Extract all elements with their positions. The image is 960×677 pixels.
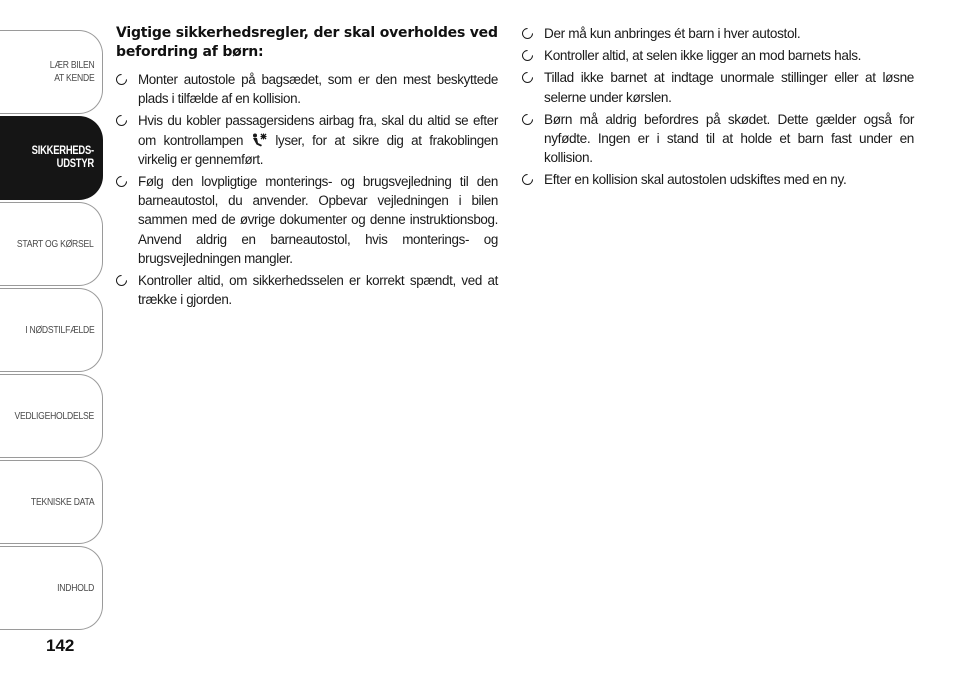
tab-label: VEDLIGEHOLDELSE	[14, 409, 94, 422]
list-item	[522, 24, 914, 43]
tab-i-nodstilfaelde[interactable]	[0, 288, 103, 372]
circle-bullet-icon	[520, 26, 536, 42]
circle-bullet-icon	[114, 174, 130, 190]
list-item-text-after-icon: lyser, for at sikre dig at frakoblingen virkelig er gennemført.	[138, 132, 499, 167]
list-item	[116, 271, 498, 309]
tab-tekniske-data[interactable]	[0, 460, 103, 544]
list-item-text-before-icon: Hvis du kobler passagersidens airbag fra, skal du altid se efter om kontrollampen	[138, 113, 498, 148]
airbag-off-warning-lamp-icon	[251, 133, 268, 147]
list-item	[116, 172, 498, 268]
safety-rules-list-continued	[522, 24, 914, 190]
tab-vedligeholdelse[interactable]	[0, 374, 103, 458]
tab-label: TEKNISKE DATA	[30, 495, 94, 508]
circle-bullet-icon	[114, 113, 130, 129]
tab-laer-bilen-at-kende[interactable]	[0, 30, 103, 114]
tab-indhold[interactable]	[0, 546, 103, 630]
circle-bullet-icon	[520, 70, 536, 86]
section-heading: Vigtige sikkerhedsregler, der skal overholdes ved befordring af børn:	[116, 25, 498, 60]
circle-bullet-icon	[114, 273, 130, 289]
tab-label: SIKKERHEDS- UDSTYR	[31, 145, 94, 170]
page-number: 142	[46, 636, 75, 655]
tab-label: I NØDSTILFÆLDE	[24, 323, 94, 336]
list-item-text: Tillad ikke barnet at indtage unormale stillinger eller at løsne selerne under kørslen.	[544, 70, 914, 105]
list-item-text: Børn må aldrig befordres på skødet. Dette gælder også for nyfødte. Ingen er i stand til at holde et barn fast under en kollision.	[544, 111, 914, 166]
circle-bullet-icon	[520, 48, 536, 64]
list-item-text: Der må kun anbringes ét barn i hver autostol.	[544, 26, 801, 41]
list-item-text: Kontroller altid, om sikkerhedsselen er korrekt spændt, ved at trække i gjorden.	[138, 273, 498, 308]
list-item	[522, 46, 914, 65]
circle-bullet-icon	[520, 112, 536, 128]
circle-bullet-icon	[520, 172, 536, 188]
tab-start-og-korsel[interactable]	[0, 202, 103, 286]
list-item-text: Efter en kollision skal autostolen udskiftes med en ny.	[544, 172, 847, 188]
tab-label: LÆR BILEN AT KENDE	[49, 59, 94, 84]
list-item-text: Kontroller altid, at selen ikke ligger an mod barnets hals.	[544, 48, 862, 64]
tab-label: START OG KØRSEL	[17, 237, 94, 250]
list-item-text: Monter autostole på bagsædet, som er den mest beskyttede plads i tilfælde af en kollision.	[138, 72, 498, 107]
tab-sikkerhedsudstyr[interactable]	[0, 116, 103, 200]
circle-bullet-icon	[114, 72, 130, 88]
right-column	[522, 24, 914, 193]
chapter-tabs	[0, 30, 103, 632]
list-item	[522, 170, 914, 189]
list-item-text: Følg den lovpligtige monterings- og brugsvejledning til den barneautostol, du anvender. Opbevar vejledningen i bilen sammen med de øvrige dokumenter og denne instruktionsbog. Anvend aldrig en barneautostol, hvis monterings- og brugsvejledningen mangler.	[138, 174, 498, 266]
list-item	[522, 110, 914, 168]
list-item	[522, 68, 914, 106]
safety-rules-list	[116, 70, 498, 309]
tab-label: INDHOLD	[56, 581, 94, 594]
list-item	[116, 111, 498, 169]
left-column	[116, 24, 498, 312]
list-item	[116, 70, 498, 108]
